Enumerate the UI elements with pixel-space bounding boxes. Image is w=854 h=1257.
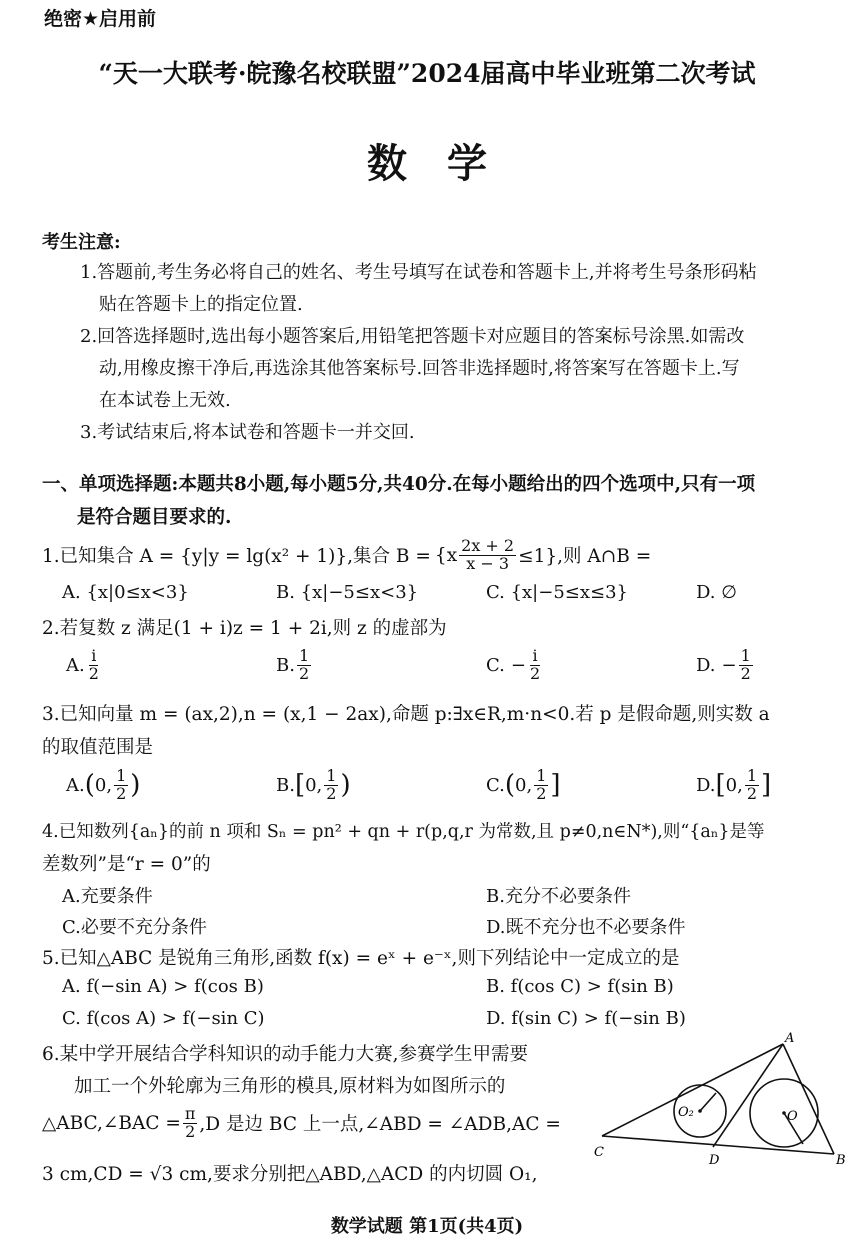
- q1-option-b: B. {x|−5≤x<3}: [276, 582, 419, 603]
- q2-option-label: A.: [66, 654, 85, 676]
- q2-sign: −: [721, 654, 737, 676]
- q3-fraction: [534, 768, 548, 803]
- q3-option-a: [66, 768, 140, 803]
- q3-option-d: [696, 768, 771, 803]
- note-line: 动,用橡皮擦干净后,再选涂其他答案标号.回答非选择题时,将答案写在答题卡上.写: [99, 358, 740, 379]
- q2-num: 1: [740, 646, 751, 665]
- question-2-stem: 2.若复数 z 满足(1 + i)z = 1 + 2i,则 z 的虚部为: [42, 618, 447, 639]
- q2-num: 1: [298, 646, 310, 665]
- subject-title: 数学: [367, 140, 527, 187]
- q3-option-label: D.: [696, 774, 716, 796]
- q2-option-label: D.: [696, 654, 716, 676]
- q3-right-bracket: ): [130, 770, 141, 801]
- q3-den: 2: [536, 783, 547, 803]
- q3-den: 2: [326, 783, 337, 803]
- side-ac: [602, 1044, 783, 1136]
- label-a: A: [785, 1031, 795, 1046]
- q3-num: 1: [536, 766, 547, 785]
- q5-option-c: C. f(cos A) > f(−sin C): [62, 1008, 265, 1029]
- q2-den: 2: [298, 663, 310, 683]
- q5-option-a: A. f(−sin A) > f(cos B): [62, 976, 264, 997]
- label-o1: O: [787, 1109, 798, 1124]
- q2-num: i: [532, 646, 538, 665]
- q6-frac-den: 2: [185, 1121, 196, 1141]
- q3-option-b: [276, 768, 351, 803]
- q1-option-a: A. {x|0≤x<3}: [62, 582, 189, 603]
- q4-option-d: D.既不充分也不必要条件: [486, 917, 686, 938]
- question-4-stem-cont: 差数列”是“r = 0”的: [42, 854, 211, 875]
- segment-ad: [713, 1044, 783, 1147]
- q2-option-b: [276, 648, 313, 683]
- q2-option-label: C.: [486, 654, 505, 676]
- q4-option-b: B.充分不必要条件: [486, 886, 631, 907]
- q2-sign: −: [510, 654, 526, 676]
- question-1-stem: [42, 538, 651, 573]
- q4-option-c: C.必要不充分条件: [62, 917, 207, 938]
- q2-fraction: [87, 648, 101, 683]
- q3-fraction: [745, 768, 759, 803]
- q1-set-close: ≤1},则 A∩B =: [518, 546, 652, 568]
- note-line: 3.考试结束后,将本试卷和答题卡一并交回.: [80, 422, 415, 443]
- q2-fraction: [528, 648, 542, 683]
- q3-den: 2: [746, 783, 758, 803]
- note-line: 2.回答选择题时,选出每小题答案后,用铅笔把答题卡对应题目的答案标号涂黑.如需改: [80, 326, 745, 347]
- q2-fraction: [739, 648, 753, 683]
- question-3-stem-cont: 的取值范围是: [42, 737, 154, 758]
- q1-option-c: C. {x|−5≤x≤3}: [486, 582, 628, 603]
- page-footer: 数学试题 第1页(共4页): [330, 1216, 524, 1237]
- question-4-stem: 4.已知数列{aₙ}的前 n 项和 Sₙ = pn² + qn + r(p,q,r 为常数,且 p≠0,n∈N*),则“{aₙ}是等: [42, 822, 765, 842]
- q3-option-label: A.: [66, 774, 85, 796]
- question-6-stem: 6.某中学开展结合学科知识的动手能力大赛,参赛学生甲需要: [42, 1044, 529, 1065]
- q3-option-label: B.: [276, 774, 295, 796]
- q4-option-a: A.充要条件: [62, 886, 153, 907]
- q3-zero: 0,: [725, 774, 743, 796]
- q2-num: i: [91, 646, 97, 665]
- q3-num: 1: [326, 766, 337, 785]
- q1-option-d: D. ∅: [696, 582, 737, 603]
- q1-fraction: [459, 538, 516, 573]
- q6-frac-num: π: [184, 1104, 196, 1123]
- q3-zero: 0,: [515, 774, 533, 796]
- q3-left-bracket: (: [504, 770, 516, 801]
- q1-text: 1.已知集合 A = {y|y = lg(x² + 1)},集合 B =: [42, 546, 431, 568]
- q2-fraction: [297, 648, 311, 683]
- exam-title: “天一大联考·皖豫名校联盟”2024届高中毕业班第二次考试: [98, 59, 756, 88]
- q2-den: 2: [88, 663, 99, 683]
- center-o1: [782, 1111, 786, 1115]
- q3-zero: 0,: [305, 774, 323, 796]
- q3-num: 1: [746, 766, 758, 785]
- question-5-stem: 5.已知△ABC 是锐角三角形,函数 f(x) = eˣ + e⁻ˣ,则下列结论中一定成立的是: [42, 948, 680, 969]
- q3-den: 2: [116, 783, 127, 803]
- q5-option-d: D. f(sin C) > f(−sin B): [486, 1008, 686, 1029]
- q3-right-bracket: ]: [550, 770, 561, 801]
- q3-zero: 0,: [94, 774, 113, 796]
- q2-option-a: [66, 648, 103, 683]
- section-heading-cont: 是符合题目要求的.: [77, 507, 232, 528]
- triangle-figure: [590, 1030, 852, 1170]
- q1-set-open: {x: [434, 544, 458, 566]
- q2-option-label: B.: [276, 654, 295, 676]
- confidential-mark: 绝密★启用前: [44, 8, 157, 30]
- q3-right-bracket: ]: [761, 770, 772, 801]
- section-heading: 一、单项选择题:本题共8小题,每小题5分,共40分.在每小题给出的四个选项中,只有一项: [42, 474, 756, 495]
- q3-option-c: [486, 768, 561, 803]
- question-6-stem-cont: 加工一个外轮廓为三角形的模具,原材料为如图所示的: [74, 1076, 506, 1097]
- note-line: 1.答题前,考生务必将自己的姓名、考生号填写在试卷和答题卡上,并将考生号条形码粘: [80, 262, 757, 283]
- q2-den: 2: [529, 663, 541, 683]
- question-6-line4: 3 cm,CD = √3 cm,要求分别把△ABD,△ACD 的内切圆 O₁,: [42, 1164, 538, 1185]
- q3-left-bracket: [: [715, 770, 726, 801]
- q3-fraction: [324, 768, 338, 803]
- q6-text: △ABC,∠BAC =: [42, 1112, 181, 1134]
- q2-option-d: [696, 648, 755, 683]
- question-6-line3: [42, 1106, 561, 1141]
- note-line: 贴在答题卡上的指定位置.: [99, 294, 303, 315]
- q3-left-bracket: [: [294, 770, 306, 801]
- question-3-stem: 3.已知向量 m = (ax,2),n = (x,1 − 2ax),命题 p:∃x∈R,m·n<0.若 p 是假命题,则实数 a: [42, 704, 770, 725]
- q3-right-bracket: ): [340, 770, 351, 801]
- q5-option-b: B. f(cos C) > f(sin B): [486, 976, 674, 997]
- q2-den: 2: [740, 663, 751, 683]
- note-line: 在本试卷上无效.: [99, 390, 231, 411]
- q1-frac-num: 2x + 2: [461, 536, 515, 555]
- q6-fraction: [183, 1106, 198, 1141]
- label-o2: O₂: [678, 1105, 694, 1120]
- radius-o2: [700, 1093, 716, 1111]
- q3-num: 1: [116, 766, 127, 785]
- q3-option-label: C.: [486, 774, 505, 796]
- notes-heading: 考生注意:: [42, 232, 121, 253]
- q2-option-c: [486, 648, 544, 683]
- label-b: B: [836, 1153, 846, 1168]
- label-c: C: [594, 1145, 604, 1160]
- label-d: D: [709, 1153, 720, 1168]
- q3-left-bracket: (: [84, 770, 95, 801]
- q3-fraction: [114, 768, 128, 803]
- q1-frac-den: x − 3: [466, 553, 510, 573]
- q6-text: ,D 是边 BC 上一点,∠ABD = ∠ADB,AC =: [199, 1114, 561, 1136]
- center-o2: [698, 1109, 702, 1113]
